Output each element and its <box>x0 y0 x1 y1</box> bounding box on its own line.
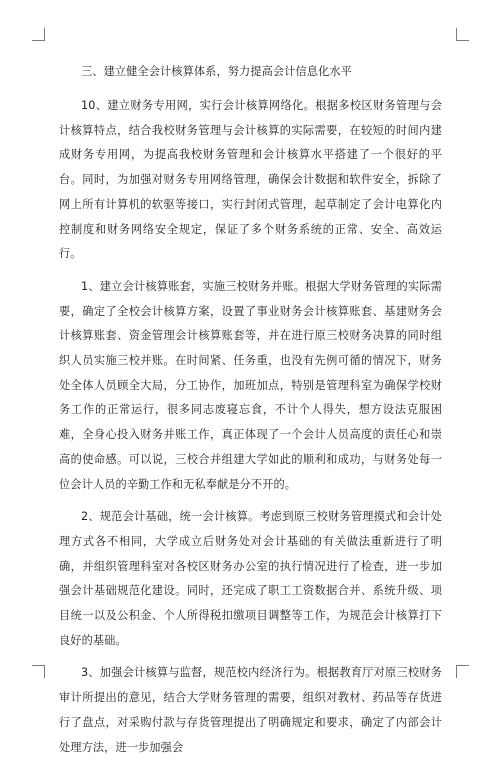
crop-mark-bottom-left <box>32 665 45 678</box>
paragraph-network: 10、建立财务专用网，实行会计核算网络化。根据多校区财务管理与会计核算特点，结合我校财务管理与会计核算的实际需要，在较短的时间内建成财务专用网，为提高我校财务管理和会计核算水平搭建了一个很好的平台。同时，为加强对财务专用网络管理，确保会计数据和软件安全，拆除了网上所有计算机的软驱等接口，实行封闭式管理，起草制定了会计电算化内控制度和财务网络安全规定，保证了多个财务系统的正常、安全、高效运行。 <box>59 99 442 261</box>
section-heading: 三、建立健全会计核算体系，努力提高会计信息化水平 <box>81 65 352 78</box>
crop-mark-top-left <box>32 28 45 41</box>
paragraph-supervision: 3、加强会计核算与监督，规范校内经济行为。根据教育厅对原三校财务审计所提出的意见，结合大学财务管理的需要，组织对教材、药品等存货进行了盘点，对采购付款与存货管理提出了明确规定和要求，确定了内部会计处理方法，进一步加强会 <box>59 666 442 754</box>
document-body <box>59 60 442 768</box>
paragraph-accounts: 1、建立会计核算账套，实施三校财务并账。根据大学财务管理的实际需要，确定了全校会计核算方案，设置了事业财务会计核算账套、基建财务会计核算账套、资金管理会计核算账套等，并在进行原三校财务决算的同时组织人员实施三校并账。在时间紧、任务重，也没有先例可循的情况下，财务处全体人员顾全大局，分工协作，加班加点，特别是管理科室为确保学校财务工作的正常运行，很多同志废寝忘食，不计个人得失，想方设法克服困难，全身心投入财务并账工作，真正体现了一个会计人员高度的责任心和崇高的使命感。可以说，三校合并组建大学如此的顺利和成功，与财务处每一位会计人员的辛勤工作和无私奉献是分不开的。 <box>59 279 442 491</box>
paragraph-basics: 2、规范会计基础，统一会计核算。考虑到原三校财务管理摸式和会计处理方式各不相同，大学成立后财务处对会计基础的有关做法重新进行了明确，并组织管理科室对各校区财务办公室的执行情况进行了检查，进一步加强会计基础规范化建设。同时，还完成了职工工资数据合并、系统升级、项目统一以及公积金、个人所得税扣缴项目调整等工作，为规范会计核算打下良好的基础。 <box>59 510 442 647</box>
crop-mark-bottom-right <box>456 665 469 678</box>
crop-mark-top-right <box>456 28 469 41</box>
